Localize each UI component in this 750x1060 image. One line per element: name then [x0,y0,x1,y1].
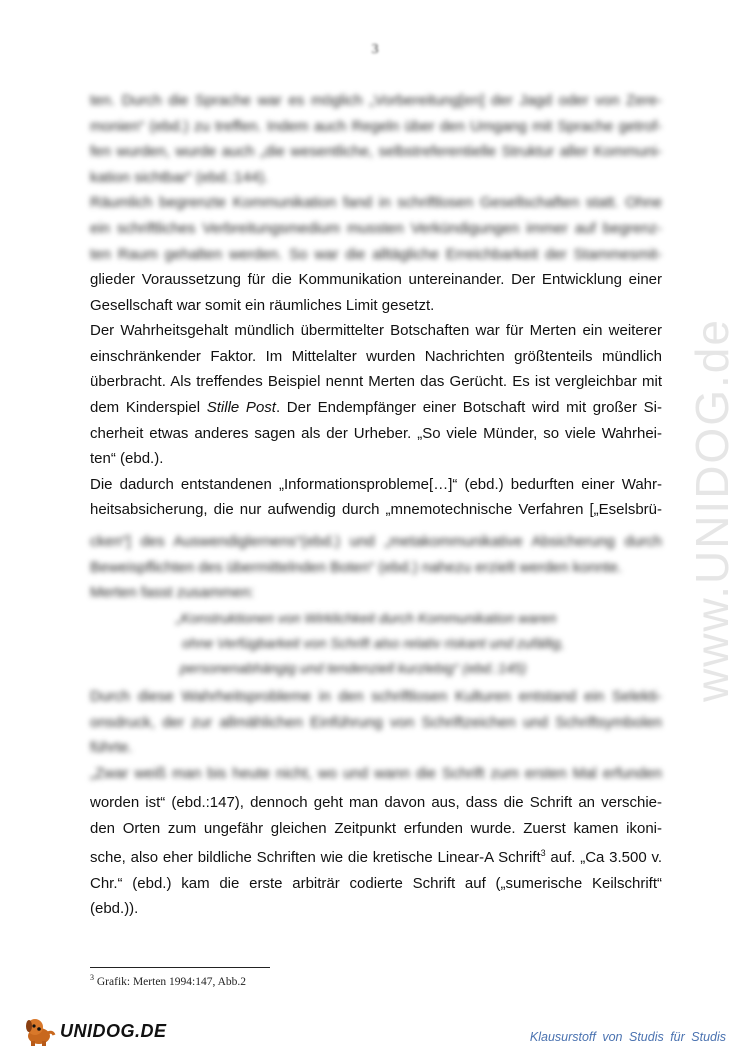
text-line: Beweispflichten des übermittelnden Boten“ (ebd.) nahezu erzielt werden konnte. [90,558,622,576]
text-line: Die dadurch entstandenen „Informationsprobleme[…]“ (ebd.) bedurften einer Wahr- [90,475,662,493]
text-line: Chr.“ (ebd.) kam die erste arbiträr codierte Schrift auf („sumerische Keilschrift“ [90,874,662,892]
text-run: . Der Endempfänger einer Botschaft wird mit großer Si- [275,398,662,416]
watermark [682,280,742,740]
text-line: „Zwar weiß man bis heute nicht, wo und wann die Schrift zum ersten Mal erfunden [90,764,662,782]
text-line: Räumlich begrenzte Kommunikation fand in schriftlosen Gesellschaften statt. Ohne [90,194,662,212]
text-line: worden ist“ (ebd.:147), dennoch geht man davon aus, dass die Schrift an verschie- [90,794,662,811]
text-line: überbracht. Als treffendes Beispiel nennt Merten das Gerücht. Es ist vergleichbar mit [90,373,662,391]
text-line: Merten fasst zusammen: [90,584,255,602]
text-line: Gesellschaft war somit ein räumliches Limit gesetzt. [90,296,435,314]
watermark-text: www.UNIDOG.de [686,318,739,702]
text-line: Durch diese Wahrheitsprobleme in den schriftlosen Kulturen entstand ein Selekti- [90,688,662,705]
blurred-top-paragraph [90,88,662,267]
text-line: (ebd.)). [90,900,139,918]
blurred-mid-paragraph [90,529,662,606]
text-line: kation sichtbar“ (ebd.:144). [90,168,269,186]
footnote-reference[interactable]: 3 [540,848,546,859]
text-line: ten. Durch die Sprache war es möglich „Vorbereitung[en] der Jagd oder von Zere- [90,92,662,109]
text-line [90,395,662,421]
text-line: onsdruck, der zur allmählichen Einführung von Schriftzeichen und Schriftsymbolen [90,713,662,731]
quote-line: „Konstruktionen von Wirklichkeit durch Kommunikation waren [176,610,557,626]
text-run: auf. „Ca 3.500 v. [545,849,663,867]
text-run: dem Kinderspiel [90,398,207,416]
clear-paragraph-1 [90,267,662,523]
italic-term: Stille Post [206,398,276,416]
unidog-logo[interactable] [22,1014,167,1048]
quote-line: ohne Verfügbarkeit von Schrift also relativ riskant und zufällig, [182,635,565,651]
text-line: führte. [90,739,133,757]
blurred-bottom-paragraph [90,684,662,786]
text-line: heitsabsicherung, die nur aufwendig durch „mnemotechnische Verfahren [„Eselsbrü- [90,501,662,519]
text-line: ten“ (ebd.). [90,450,164,468]
footnote [90,973,246,988]
text-line: monien“ (ebd.) zu treffen. Indem auch Regeln über den Umgang mit Sprache getrof- [90,117,662,135]
text-line: Der Wahrheitsgehalt mündlich übermittelter Botschaften war für Merten ein weiterer [90,322,662,340]
text-line: einschränkender Faktor. Im Mittelalter wurden Nachrichten größtenteils mündlich [90,347,662,365]
footer-tagline: Klausurstoff von Studis für Studis [529,1030,726,1044]
text-line: cherheit etwas anderes sagen als der Urheber. „So viele Münder, so viele Wahrhei- [90,424,662,442]
clear-paragraph-2 [90,790,662,922]
text-run: sche, also eher bildliche Schriften wie die kretische Linear-A Schrift [90,849,541,867]
quote-line: personenabhängig und tendenziell kurzlebig“ (ebd.:145) [180,660,527,676]
logo-text: UNIDOG.DE [60,1020,167,1041]
text-line: glieder Voraussetzung für die Kommunikation untereinander. Der Entwicklung einer [90,271,662,288]
block-quote [176,606,586,681]
text-line [90,841,662,871]
page-number: 3 [371,42,379,57]
text-line: fen wurden, wurde auch „die wesentliche, selbstreferentielle Struktur aller Kommuni- [90,143,662,161]
dog-mascot-icon [22,1014,56,1048]
text-line: ten Raum gehalten werden. So war die alltägliche Erreichbarkeit der Stammesmit- [90,245,662,263]
footnote-rule [90,967,270,968]
text-line: den Orten zum ungefähr gleichen Zeitpunkt erfunden wurde. Zuerst kamen ikoni- [90,819,662,837]
footnote-marker: 3 [90,973,94,982]
text-line: ein schriftliches Verbreitungsmedium mussten Verkündigungen immer auf begrenz- [90,219,662,237]
footnote-text: Grafik: Merten 1994:147, Abb.2 [94,975,247,988]
text-line: cken“] des Auswendiglernens“(ebd.) und „metakommunikative Absicherung durch [90,533,662,550]
